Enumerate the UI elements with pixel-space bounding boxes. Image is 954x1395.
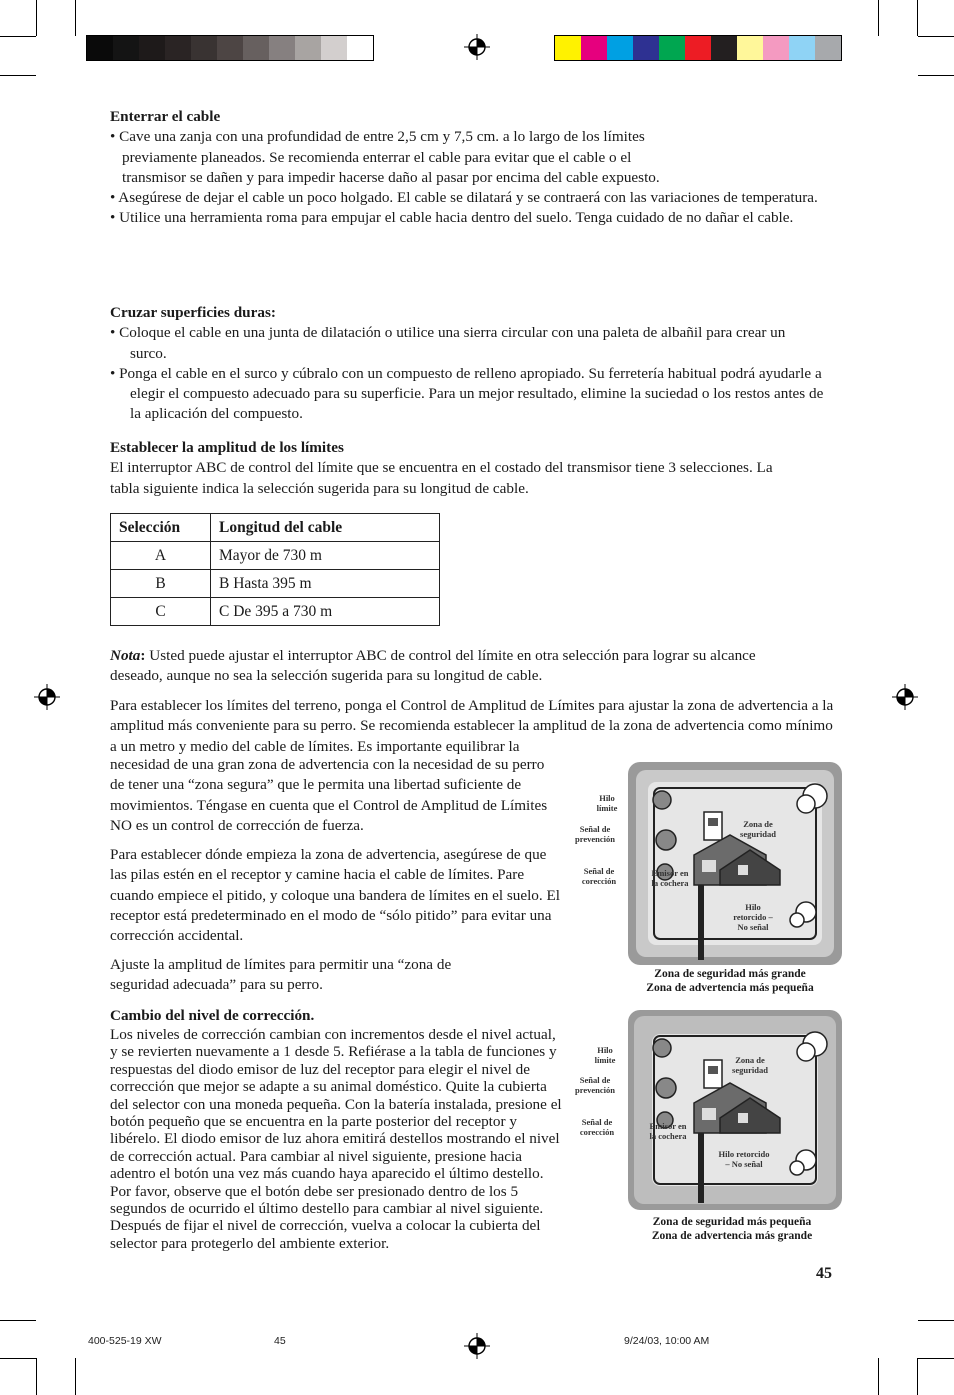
table-row xyxy=(111,542,440,570)
label-twisted-wire: Hilo retorcido – No señal xyxy=(733,902,773,932)
color-swatch xyxy=(711,36,737,60)
warning-zone-paragraph xyxy=(110,845,562,946)
table-cell: C xyxy=(111,598,211,626)
diagram-caption: Zona de advertencia más grande xyxy=(651,1230,813,1242)
color-swatch xyxy=(269,36,295,60)
color-swatch xyxy=(243,36,269,60)
limits-paragraph xyxy=(110,696,835,757)
label-correction-signal: Señal de corección xyxy=(581,866,617,886)
registration-mark-icon xyxy=(464,1333,490,1359)
crop-mark xyxy=(878,0,879,36)
color-swatch xyxy=(763,36,789,60)
section-heading: Establecer la amplitud de los límites xyxy=(110,439,344,456)
crop-mark xyxy=(917,1358,918,1395)
color-swatch xyxy=(217,36,243,60)
section-heading: Cambio del nivel de corrección. xyxy=(110,1007,315,1024)
crop-mark xyxy=(878,1358,879,1395)
table-cell: B xyxy=(111,570,211,598)
table-cell: Mayor de 730 m xyxy=(211,542,440,570)
color-swatch xyxy=(581,36,607,60)
yard-diagram-illustration xyxy=(570,760,845,970)
section-bury-cable xyxy=(110,107,835,229)
note-text: Usted puede ajustar el interruptor ABC de control del límite en otra selección para lograr su alcance deseado, aunque no sea la selección sugerida para su longitud de cable. xyxy=(110,647,756,685)
color-swatch xyxy=(191,36,217,60)
body-text: El interruptor ABC de control del límite que se encuentra en el costado del transmisor tiene 3 selecciones. La tabla siguiente indica la selección sugerida para su longitud de cable. xyxy=(110,459,773,497)
label-twisted-wire: Hilo retorcido – No señal xyxy=(718,1149,770,1169)
crop-mark xyxy=(918,1320,954,1321)
label-boundary-wire: Hilo límite xyxy=(594,1045,616,1065)
footer-doc-code: 400-525-19 XW xyxy=(88,1335,162,1347)
color-swatch xyxy=(659,36,685,60)
yard-diagram-illustration xyxy=(570,1008,845,1213)
bullet-item: • Cave una zanja con una profundidad de entre 2,5 cm y 7,5 cm. a lo largo de los límites previamente planeados. Se recomienda enterrar el cable para evitar que el cable o el transmisor se dañen y para impedir hacerse daño al pasar por encima del cable expuesto. xyxy=(110,128,660,186)
color-swatch xyxy=(139,36,165,60)
color-swatch xyxy=(113,36,139,60)
bullet-item: • Asegúrese de dejar el cable un poco holgado. El cable se dilatará y se contraerá con las variaciones de temperatura. xyxy=(110,189,818,207)
section-hard-surfaces xyxy=(110,303,835,425)
registration-mark-icon xyxy=(464,34,490,60)
note-label: Nota xyxy=(110,647,141,664)
footer-page: 45 xyxy=(274,1335,286,1347)
table-cell: A xyxy=(111,542,211,570)
table-header: Longitud del cable xyxy=(211,514,440,542)
section-limit-width xyxy=(110,438,835,499)
grayscale-color-bar xyxy=(86,35,374,61)
diagram-caption: Zona de seguridad más grande xyxy=(654,968,806,980)
color-swatch xyxy=(321,36,347,60)
body-text: Para establecer dónde empieza la zona de advertencia, asegúrese de que las pilas estén en el receptor y camine hacia el cable de límites. Pare cuando empiece el pitido, y coloque una bandera de límites en el suelo. El receptor está predeterminado en el modo de “sólo pitido” para evitar una corrección accidental. xyxy=(110,846,560,945)
table-header: Selección xyxy=(111,514,211,542)
boundary-diagram-small-safe-zone xyxy=(570,1008,845,1248)
selection-table xyxy=(110,513,440,626)
color-swatch xyxy=(555,36,581,60)
color-swatch xyxy=(87,36,113,60)
bullet-item: • Ponga el cable en el surco y cúbralo con un compuesto de relleno apropiado. Su ferretería habitual podrá ayudarle a elegir el compuesto adecuado para su superficie. Para un mejor resultado, elimine la suciedad o los restos antes de la aplicación del compuesto. xyxy=(110,364,824,423)
diagram-caption: Zona de advertencia más pequeña xyxy=(646,982,814,994)
section-heading: Cruzar superficies duras: xyxy=(110,304,276,321)
label-warning-signal: Señal de prevención xyxy=(575,1075,615,1095)
crop-mark xyxy=(75,0,76,36)
color-swatch xyxy=(789,36,815,60)
registration-mark-icon xyxy=(892,684,918,710)
table-cell: B Hasta 395 m xyxy=(211,570,440,598)
diagram-caption: Zona de seguridad más pequeña xyxy=(652,1216,812,1228)
label-safe-zone: Zona de seguridad xyxy=(732,1055,768,1075)
label-transmitter: Emisor en la cochera xyxy=(649,1121,687,1141)
label-boundary-wire: Hilo límite xyxy=(596,793,618,813)
bullet-item: • Coloque el cable en una junta de dilatación o utilice una sierra circular con una paleta de albañil para crear un surco. xyxy=(110,324,786,362)
crop-mark xyxy=(36,0,37,36)
crop-mark xyxy=(0,36,36,37)
color-swatch xyxy=(737,36,763,60)
bullet-item: • Utilice una herramienta roma para empujar el cable hacia dentro del suelo. Tenga cuidado de no dañar el cable. xyxy=(110,209,794,227)
section-heading: Enterrar el cable xyxy=(110,108,221,125)
color-swatch xyxy=(347,36,373,60)
color-swatch xyxy=(295,36,321,60)
label-warning-signal: Señal de prevención xyxy=(575,824,615,844)
crop-mark xyxy=(0,75,36,76)
table-row xyxy=(111,598,440,626)
body-text: Para establecer los límites del terreno, ponga el Control de Amplitud de Límites para ajustar la zona de advertencia a la amplitud más conveniente para su perro. Se recomienda establecer la amplitud de la zona de advertencia como mínimo a un metro y medio del cable de límites. Es importante equilibrar la xyxy=(110,697,834,755)
color-swatch xyxy=(607,36,633,60)
color-swatch xyxy=(685,36,711,60)
crop-mark xyxy=(917,0,918,36)
color-swatch xyxy=(633,36,659,60)
label-correction-signal: Señal de corección xyxy=(579,1117,615,1137)
registration-mark-icon xyxy=(34,684,60,710)
note-colon: : xyxy=(140,647,146,664)
section-correction-level xyxy=(110,1006,562,1252)
body-text: Los niveles de corrección cambian con incrementos desde el nivel actual, y se revierten nuevamente a 1 desde 5. Refiérase a la tabla de funciones y respuestas del diodo emisor de luz del receptor para elegir el nivel de corrección que mejor se adapte a su animal doméstico. Quite la cubierta del selector con una moneda pequeña. Con la batería instalada, presione el botón pequeño que se encuentra en la parte posterior del receptor y libérelo. El diodo emisor de luz ahora emitirá destellos mostrando el nivel de corrección actual. Para cambiar al nivel siguiente, presione hacia adentro el botón una vez más cuando haya aparecido el último destello. Por favor, observe que el botón debe ser presionado dentro de los 5 segundos de ocurrido el último destello para cambiar al nivel siguiente. Después de fijar el nivel de corrección, vuelva a colocar la cubierta del selector para protegerlo del ambiente exterior. xyxy=(110,1026,562,1252)
process-color-bar xyxy=(554,35,842,61)
label-transmitter: Emisor en la cochera xyxy=(651,868,689,888)
crop-mark xyxy=(0,1358,36,1359)
page-number: 45 xyxy=(816,1265,832,1282)
table-cell: C De 395 a 730 m xyxy=(211,598,440,626)
table-header-row xyxy=(111,514,440,542)
color-swatch xyxy=(165,36,191,60)
crop-mark xyxy=(75,1358,76,1395)
crop-mark xyxy=(918,75,954,76)
body-text: Ajuste la amplitud de límites para permitir una “zona de seguridad adecuada” para su perro. xyxy=(110,956,452,994)
table-row xyxy=(111,570,440,598)
crop-mark xyxy=(918,36,954,37)
note-paragraph xyxy=(110,646,810,687)
crop-mark xyxy=(36,1358,37,1395)
crop-mark xyxy=(918,1358,954,1359)
footer-datetime: 9/24/03, 10:00 AM xyxy=(624,1335,710,1347)
crop-mark xyxy=(0,1320,36,1321)
body-text: necesidad de una gran zona de advertencia con la necesidad de su perro de tener una “zona segura” que le permita una libertad suficiente de movimientos. Téngase en cuenta que el Control de Amplitud de Límites NO es un control de corrección de fuerza. xyxy=(110,756,548,834)
limits-paragraph-continued xyxy=(110,755,562,836)
adjust-paragraph xyxy=(110,955,562,996)
boundary-diagram-large-safe-zone xyxy=(570,760,845,994)
label-safe-zone: Zona de seguridad xyxy=(740,819,776,839)
color-swatch xyxy=(815,36,841,60)
